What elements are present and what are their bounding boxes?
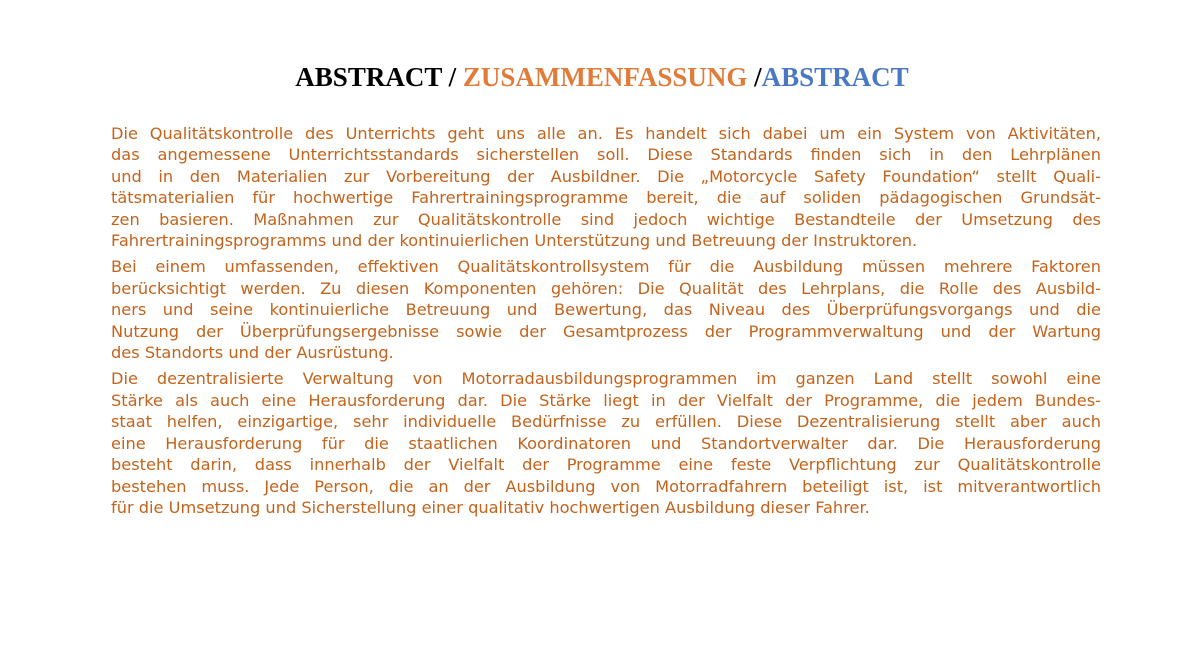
abstract-paragraph	[111, 256, 1101, 363]
paragraph-line: des Standorts und der Ausrüstung.	[111, 343, 394, 363]
paragraph-line: staat helfen, einzigartige, sehr individuelle Bedürfnisse zu erfüllen. Diese Dezentralisierung stellt aber auch	[111, 412, 1101, 432]
abstract-paragraph	[111, 123, 1101, 251]
heading-zusammenfassung: ZUSAMMENFASSUNG	[462, 62, 748, 92]
paragraph-line: bestehen muss. Jede Person, die an der Ausbildung von Motorradfahrern beteiligt ist, ist mitverantwortlich	[111, 476, 1101, 496]
heading-abstract-en: ABSTRACT	[295, 62, 442, 92]
paragraph-line: tätsmaterialien für hochwertige Fahrertrainingsprogramme bereit, die auf soliden pädagogischen Grundsät-	[111, 188, 1101, 208]
paragraph-line: zen basieren. Maßnahmen zur Qualitätskontrolle sind jedoch wichtige Bestandteile der Umsetzung des	[111, 209, 1101, 229]
paragraph-line: berücksichtigt werden. Zu diesen Komponenten gehören: Die Qualität des Lehrplans, die Rolle des Ausbild-	[111, 278, 1101, 298]
heading-separator-2: /	[747, 62, 762, 92]
heading-separator-1: /	[441, 62, 463, 92]
paragraph-line: besteht darin, dass innerhalb der Vielfalt der Programme eine feste Verpflichtung zur Qualitätskontrolle	[111, 455, 1101, 475]
paragraph-line: Die Qualitätskontrolle des Unterrichts geht uns alle an. Es handelt sich dabei um ein System von Aktivitäten,	[111, 124, 1101, 143]
paragraph-line: für die Umsetzung und Sicherstellung einer qualitativ hochwertigen Ausbildung dieser Fahrer.	[111, 497, 870, 517]
paragraph-line: Nutzung der Überprüfungsergebnisse sowie der Gesamtprozess der Programmverwaltung und der Wartung	[111, 321, 1101, 341]
heading-abstract-en-2: ABSTRACT	[761, 62, 909, 92]
paragraph-line: Stärke als auch eine Herausforderung dar. Die Stärke liegt in der Vielfalt der Programme, die jedem Bundes-	[111, 390, 1101, 410]
paragraph-line: Bei einem umfassenden, effektiven Qualitätskontrollsystem für die Ausbildung müssen mehrere Faktoren	[111, 257, 1101, 277]
abstract-heading	[0, 62, 1204, 93]
paragraph-line: ners und seine kontinuierliche Betreuung und Bewertung, das Niveau des Überprüfungsvorgangs und die	[111, 300, 1101, 320]
paragraph-line: Fahrertrainingsprogramms und der kontinuierlichen Unterstützung und Betreuung der Instruktoren.	[111, 231, 918, 251]
paragraph-line: eine Herausforderung für die staatlichen Koordinatoren und Standortverwalter dar. Die Herausforderung	[111, 433, 1101, 453]
paragraph-line: Die dezentralisierte Verwaltung von Motorradausbildungsprogrammen im ganzen Land stellt sowohl eine	[111, 369, 1101, 389]
paragraph-line: das angemessene Unterrichtsstandards sicherstellen soll. Diese Standards finden sich in den Lehrplänen	[111, 145, 1101, 165]
abstract-body	[111, 123, 1101, 523]
abstract-paragraph	[111, 368, 1101, 518]
paragraph-line: und in den Materialien zur Vorbereitung der Ausbildner. Die „Motorcycle Safety Foundation“ stellt Quali-	[111, 166, 1101, 186]
